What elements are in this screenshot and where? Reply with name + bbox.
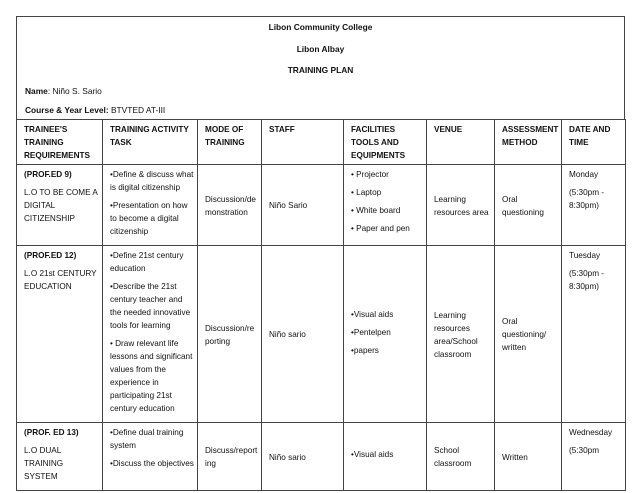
learning-outcome: L.O 21st CENTURY EDUCATION bbox=[24, 269, 97, 291]
venue-cell: Learning resources area bbox=[427, 165, 495, 246]
course-year bbox=[25, 105, 165, 115]
table-header-row bbox=[17, 120, 626, 165]
facility-item: •Visual aids bbox=[351, 309, 394, 319]
venue-cell: Learning resources area/School classroom bbox=[427, 246, 495, 423]
task-item: •Define 21st century education bbox=[110, 251, 184, 273]
staff-cell: Niño sario bbox=[262, 423, 344, 491]
column-header: TRAINING ACTIVITY TASK bbox=[103, 120, 198, 165]
facility-item: • Paper and pen bbox=[351, 224, 410, 233]
assessment-cell: Written bbox=[495, 423, 562, 491]
staff-cell: Niño Sario bbox=[262, 165, 344, 246]
college-name: Libon Community College bbox=[268, 22, 373, 32]
requirement-cell bbox=[17, 423, 103, 491]
requirement-code: (PROF.ED 9) bbox=[24, 170, 72, 179]
time-label: (5:30pm bbox=[569, 446, 600, 455]
task-item: •Discuss the objectives bbox=[110, 459, 194, 468]
task-item: •Define & discuss what is digital citizenship bbox=[110, 170, 194, 192]
day-label: Wednesday bbox=[569, 428, 613, 437]
facility-item: •Pentelpen bbox=[351, 327, 391, 337]
column-header: VENUE bbox=[427, 120, 495, 165]
task-item: •Presentation on how to become a digital citizenship bbox=[110, 201, 188, 236]
column-header: DATE AND TIME bbox=[562, 120, 626, 165]
task-item: •Define dual training system bbox=[110, 428, 184, 450]
facility-item: • Projector bbox=[351, 170, 389, 179]
document-title: TRAINING PLAN bbox=[287, 65, 354, 75]
day-label: Monday bbox=[569, 170, 599, 179]
facility-item: •Visual aids bbox=[351, 450, 394, 459]
task-cell bbox=[103, 246, 198, 423]
course-value: BTVTED AT-III bbox=[108, 105, 166, 115]
facility-item: • Laptop bbox=[351, 188, 382, 197]
task-cell bbox=[103, 423, 198, 491]
college-location: Libon Albay bbox=[296, 44, 345, 54]
requirement-cell bbox=[17, 165, 103, 246]
task-item: • Draw relevant life lessons and significant values from the experience in participating 21st century education bbox=[110, 339, 193, 413]
learning-outcome: L.O TO BE COME A DIGITAL CITIZENSHIP bbox=[24, 188, 98, 223]
mode-cell: Discussion/demonstration bbox=[198, 165, 262, 246]
column-header: FACILITIES TOOLS AND EQUIPMENTS bbox=[344, 120, 427, 165]
task-item: •Describe the 21st century teacher and the needed innovative tools for learning bbox=[110, 282, 191, 330]
date-cell bbox=[562, 423, 626, 491]
name-value: : Niño S. Sario bbox=[47, 86, 102, 96]
facilities-cell bbox=[344, 246, 427, 423]
facilities-cell bbox=[344, 165, 427, 246]
assessment-cell: Oral questioning/ written bbox=[495, 246, 562, 423]
time-label: (5:30pm - 8:30pm) bbox=[569, 269, 605, 291]
requirement-cell bbox=[17, 246, 103, 423]
course-label: Course & Year Level: bbox=[25, 105, 109, 115]
column-header: TRAINEE'S TRAINING REQUIREMENTS bbox=[17, 120, 103, 165]
table-row bbox=[17, 165, 626, 246]
assessment-cell: Oral questioning bbox=[495, 165, 562, 246]
table-row bbox=[17, 423, 626, 491]
mode-cell: Discuss/reporting bbox=[198, 423, 262, 491]
table-row bbox=[17, 246, 626, 423]
day-label: Tuesday bbox=[569, 251, 601, 260]
trainee-name bbox=[25, 86, 102, 96]
date-cell bbox=[562, 165, 626, 246]
requirement-code: (PROF. ED 13) bbox=[24, 428, 79, 437]
staff-cell: Niño sario bbox=[262, 246, 344, 423]
task-cell bbox=[103, 165, 198, 246]
facility-item: •papers bbox=[351, 345, 379, 355]
mode-cell: Discussion/reporting bbox=[198, 246, 262, 423]
learning-outcome: L.O DUAL TRAINING SYSTEM bbox=[24, 446, 64, 481]
document-header bbox=[16, 16, 625, 119]
name-label: Name bbox=[25, 86, 48, 96]
column-header: STAFF bbox=[262, 120, 344, 165]
column-header: ASSESSMENT METHOD bbox=[495, 120, 562, 165]
facilities-cell bbox=[344, 423, 427, 491]
time-label: (5:30pm - 8:30pm) bbox=[569, 188, 605, 210]
requirement-code: (PROF.ED 12) bbox=[24, 251, 77, 260]
venue-cell: School classroom bbox=[427, 423, 495, 491]
training-plan-table bbox=[16, 119, 626, 491]
column-header: MODE OF TRAINING bbox=[198, 120, 262, 165]
facility-item: • White board bbox=[351, 206, 401, 215]
date-cell bbox=[562, 246, 626, 423]
